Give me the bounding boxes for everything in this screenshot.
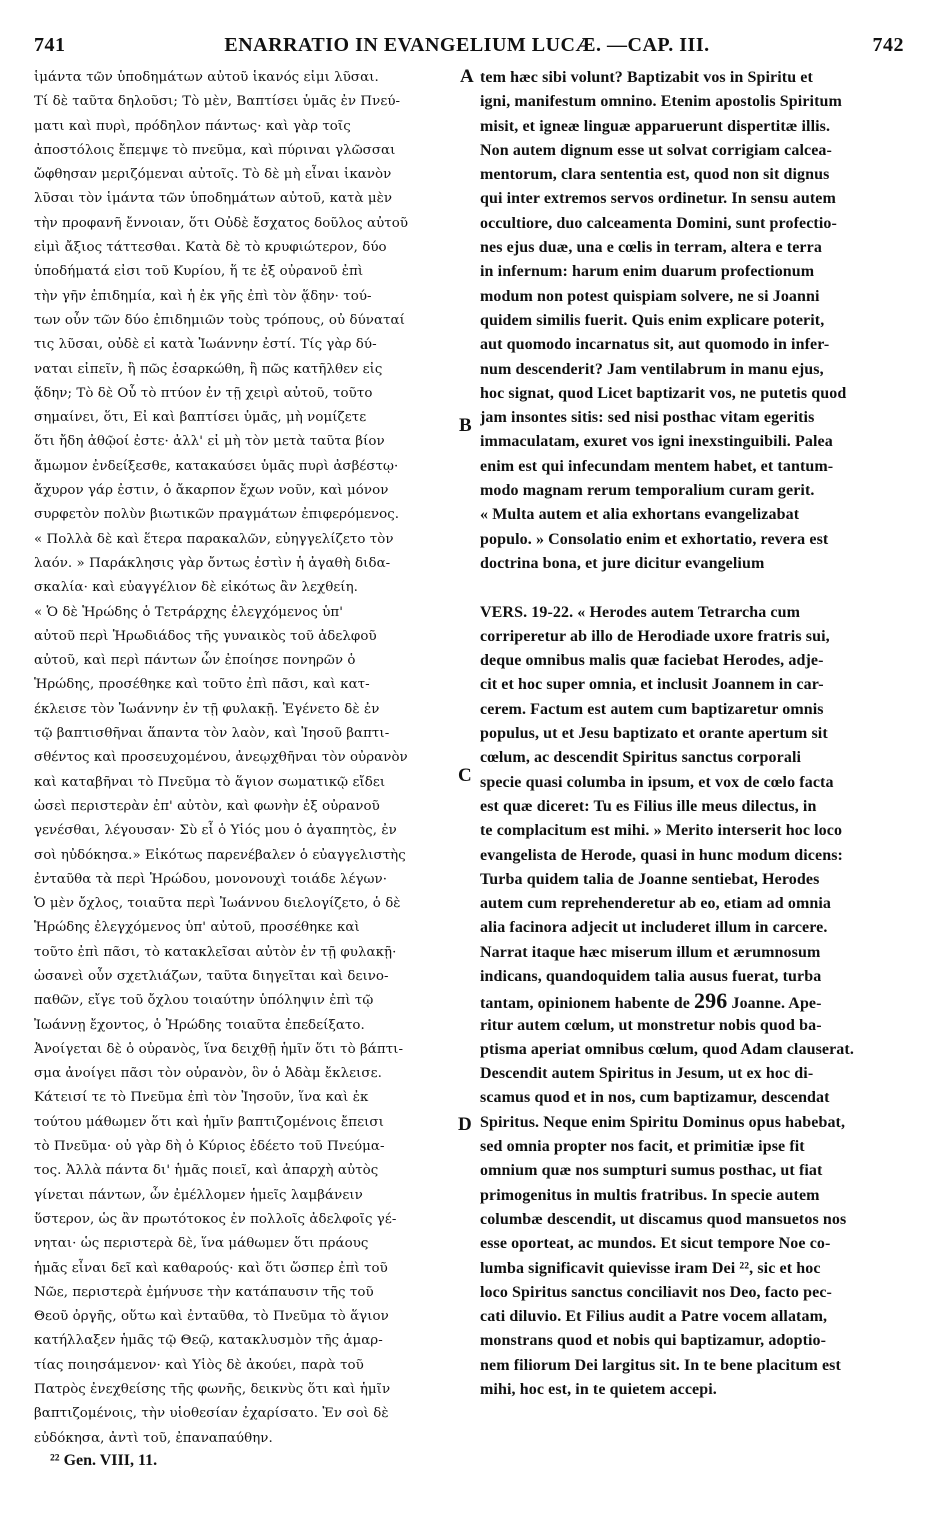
left-page-number: 741 xyxy=(34,34,66,56)
margin-marker-c: C xyxy=(458,765,472,786)
text-line: qui inter extremos servos ordinetur. In sensu autem xyxy=(480,190,836,208)
text-line: σημαίνει, ὅτι, Εἰ καὶ βαπτίσει ὑμᾶς, μὴ νομίζετε xyxy=(34,410,367,426)
text-line: ὡσανεὶ οὖν σχετλιάζων, ταῦτα διηγεῖται καὶ δεινο- xyxy=(34,968,389,984)
latin-text-column xyxy=(480,66,892,1402)
text-line: εὐδόκησα, ἀντὶ τοῦ, ἐπαναπαύθην. xyxy=(34,1430,273,1446)
text-line: alia facinora adjecit ut includeret illum in carcere. xyxy=(480,919,828,937)
text-line: modo magnam rerum temporalium curam gerit. xyxy=(480,482,815,500)
text-line: hoc signat, quod Licet baptizarit vos, ne putetis quod xyxy=(480,384,847,402)
latin-paragraph-2 xyxy=(480,601,892,990)
text-line-with-column-number xyxy=(480,989,892,1013)
text-line: primogenitus in multis fratribus. In specie autem xyxy=(480,1186,820,1204)
text-line: ὕστερον, ὡς ἂν πρωτότοκος ἐν πολλοῖς ἀδελφοῖς γέ- xyxy=(34,1211,397,1227)
text-line: cit et hoc super omnia, et inclusit Joannem in car- xyxy=(480,676,824,694)
text-line: igni, manifestum omnino. Etenim apostolis Spiritum xyxy=(480,93,842,111)
line-text: tantam, opinionem habente de xyxy=(480,995,690,1013)
text-line: columbæ descendit, ut discamus quod mansuetos nos xyxy=(480,1210,847,1228)
text-line: modum non potest quispiam solvere, ne si Joanni xyxy=(480,287,820,305)
text-line: te complacitum est mihi. » Merito interserit hoc loco xyxy=(480,822,843,840)
text-line: εἰμὶ ἄξιος τάττεσθαι. Κατὰ δὲ τὸ κρυφιώτερον, δύο xyxy=(34,240,387,256)
text-line: nem filiorum Dei largitus sit. In te bene placitum est xyxy=(480,1356,841,1374)
line-text: Joanne. Ape- xyxy=(731,995,822,1013)
margin-marker-d: D xyxy=(458,1114,472,1135)
text-line: τὴν γῆν ἐπιδημία, καὶ ἡ ἐκ γῆς ἐπὶ τὸν ᾅδην· τού- xyxy=(34,288,372,304)
text-line: monstrans quod et nobis qui baptizamur, adoptio- xyxy=(480,1332,827,1350)
text-line: σκαλία· καὶ εὐαγγέλιον δὲ εἰκότως ἂν λεχθείη. xyxy=(34,580,358,596)
text-line: τις λῦσαι, οὐδὲ εἰ κατὰ Ἰωάννην ἐστί. Τίς γὰρ δύ- xyxy=(34,337,377,353)
text-line: indicans, quandoquidem talia ausus fuerat, turba xyxy=(480,967,822,985)
text-line: Ἡρώδης, προσέθηκε καὶ τοῦτο ἐπὶ πᾶσι, καὶ κατ- xyxy=(34,677,370,693)
text-line: αὐτοῦ, καὶ περὶ πάντων ὧν ἐποίησε πονηρῶν ὁ xyxy=(34,653,356,669)
text-line: corriperetur ab illo de Herodiade uxore fratris sui, xyxy=(480,627,830,645)
text-line: in infernum: harum enim duarum profectionum xyxy=(480,263,815,281)
text-line: esse oporteat, ac mundos. Et sicut tempore Noe co- xyxy=(480,1235,831,1253)
text-line: occultiore, duo calceamenta Domini, sunt profectio- xyxy=(480,214,837,232)
margin-marker-b: B xyxy=(459,415,472,436)
text-line: immaculatam, exuret vos igni inexstinguibili. Palea xyxy=(480,433,833,451)
text-line: ritur autem cœlum, ut monstretur nobis quod ba- xyxy=(480,1016,822,1034)
text-line: τούτου μάθωμεν ὅτι καὶ ἡμῖν βαπτιζομένοις ἔπεισι xyxy=(34,1114,384,1130)
text-line: γίνεται πάντων, ὧν ἐμέλλομεν ἡμεῖς λαμβάνειν xyxy=(34,1187,363,1203)
text-line: Turba quidem talia de Joanne sentiebat, Herodes xyxy=(480,870,820,888)
text-line: misit, et igneæ linguæ apparuerunt dispertitæ illis. xyxy=(480,117,831,135)
text-line: sed omnia propter nos facit, et primitiæ ipse fit xyxy=(480,1138,805,1156)
text-line: Spiritus. Neque enim Spiritu Dominus opus habebat, xyxy=(480,1113,846,1131)
text-line: των οὖν τῶν δύο ἐπιδημιῶν τοὺς τρόπους, οὐ δύναταί xyxy=(34,312,405,328)
text-line: enim est qui infecundam mentem habet, et tantum- xyxy=(480,457,834,475)
paragraph-gap xyxy=(480,576,892,600)
text-line: autem cum reprehenderetur ab eo, etiam ad omnia xyxy=(480,895,832,913)
text-line: Θεοῦ ὀργῆς, οὕτω καὶ ἐνταῦθα, τὸ Πνεῦμα τὸ ἅγιον xyxy=(34,1309,389,1325)
text-line: Πατρὸς ἐνεχθείσης τῆς φωνῆς, δεικνὺς ὅτι καὶ ἡμῖν xyxy=(34,1382,391,1398)
text-line: λαόν. » Παράκλησις γὰρ ὄντως ἐστὶν ἡ ἀγαθὴ διδα- xyxy=(34,555,391,571)
text-line: έκλεισε τὸν Ἰωάννην ἐν τῇ φυλακῇ. Ἐγένετο δὲ ἐν xyxy=(34,701,380,717)
text-line: ματι καὶ πυρὶ, πρόδηλον πάντως· καὶ γὰρ τοῖς xyxy=(34,118,351,134)
text-line: cati diluvio. Et Filius audit a Patre vocem allatam, xyxy=(480,1308,828,1326)
text-line: mentorum, clara sententia est, quod non sit dignus xyxy=(480,166,830,184)
text-line: Νῶε, περιστερὰ ἐμήνυσε τὴν κατάπαυσιν τῆς τοῦ xyxy=(34,1284,374,1300)
text-line: ἱμάντα τῶν ὑποδημάτων αὐτοῦ ἱκανός εἰμι λῦσαι. xyxy=(34,70,379,85)
latin-paragraph-3 xyxy=(480,1014,892,1403)
text-line: Κάτεισί τε τὸ Πνεῦμα ἐπὶ τὸν Ἰησοῦν, ἵνα καὶ ἐκ xyxy=(34,1090,369,1106)
text-line: aut quomodo incarnatus sit, aut quomodo in infer- xyxy=(480,336,830,354)
text-line: doctrina bona, et jure dicitur evangelium xyxy=(480,554,765,572)
text-line: Ὁ μὲν ὄχλος, τοιαῦτα περὶ Ἰωάννου διελογίζετο, ὁ δὲ xyxy=(34,896,401,912)
text-line: tem hæc sibi volunt? Baptizabit vos in Spiritu et xyxy=(480,69,813,86)
margin-marker-a: A xyxy=(460,66,474,87)
text-line: αὐτοῦ περὶ Ἡρωδιάδος τῆς γυναικὸς τοῦ ἀδελφοῦ xyxy=(34,628,377,644)
text-line: Narrat itaque hæc miserum illum et ærumnosum xyxy=(480,943,821,961)
footnote: ²² Gen. VIII, 11. xyxy=(50,1452,158,1469)
text-line: σοὶ ηὐδόκησα.» Εἰκότως παρενέβαλεν ὁ εὐαγγελιστὴς xyxy=(34,847,406,863)
text-line: populo. » Consolatio enim et exhortatio, revera est xyxy=(480,530,829,548)
text-line: scamus quod et in nos, cum baptizamur, descendat xyxy=(480,1089,830,1107)
text-line: cœlum, ac descendit Spiritus sanctus corporali xyxy=(480,749,802,767)
text-line: specie quasi columba in ipsum, et vox de cœlo facta xyxy=(480,773,834,791)
text-line: τὴν προφανῆ ἔννοιαν, ὅτι Οὐδὲ ἔσχατος δοῦλος αὐτοῦ xyxy=(34,215,409,231)
latin-paragraph-1 xyxy=(480,66,892,576)
text-line: ἄμωμον ἐνδείξεσθε, κατακαύσει ὑμᾶς πυρὶ ἀσβέστῳ· xyxy=(34,458,399,474)
text-line: lumba significavit quievisse iram Dei ²², sic et hoc xyxy=(480,1259,821,1277)
text-line: jam insontes sitis: sed nisi posthac vitam egeritis xyxy=(480,409,815,427)
text-line: νηται· ὡς περιστερὰ δὲ, ἵνα μάθωμεν ὅτι πράους xyxy=(34,1236,369,1252)
text-line: λῦσαι τὸν ἱμάντα τῶν ὑποδημάτων αὐτοῦ, κατὰ μὲν xyxy=(34,191,393,207)
right-page-number: 742 xyxy=(872,34,904,56)
text-line: est quæ diceret: Tu es Filius ille meus dilectus, in xyxy=(480,797,817,815)
text-line: Descendit autem Spiritus in Jesum, ut ex hoc di- xyxy=(480,1065,814,1083)
text-line: γενέσθαι, λέγουσαν· Σὺ εἶ ὁ Υἱός μου ὁ ἀγαπητὸς, ἐν xyxy=(34,823,397,839)
text-line: ἄχυρον γάρ ἐστιν, ὁ ἄκαρπον ἔχων νοῦν, καὶ μόνον xyxy=(34,483,389,499)
text-line: παθῶν, εἴγε τοῦ ὄχλου τοιαύτην ὑπόληψιν ἐπὶ τῷ xyxy=(34,993,374,1009)
column-number: 296 xyxy=(694,989,728,1014)
text-line: ἡμᾶς εἶναι δεῖ καὶ καθαρούς· καὶ ὅτι ὥσπερ ἐπὶ τοῦ xyxy=(34,1260,388,1276)
text-line: num descenderit? Jam ventilabrum in manu ejus, xyxy=(480,360,824,378)
text-line: omnium quæ nos sumpturi sumus posthac, ut fiat xyxy=(480,1162,823,1180)
text-line: ὤφθησαν μεριζόμεναι αὐτοῖς. Τὸ δὲ μὴ εἶναι ἱκανὸν xyxy=(34,167,392,183)
text-line: ἐνταῦθα τὰ περὶ Ἡρώδου, μονονουχὶ τοιάδε λέγων· xyxy=(34,871,387,887)
text-line: Ἀνοίγεται δὲ ὁ οὐρανὸς, ἵνα δειχθῇ ἡμῖν ὅτι τὸ βάπτι- xyxy=(34,1041,404,1057)
text-line: mihi, hoc est, in te quietem accepi. xyxy=(480,1381,717,1399)
text-line: ναται εἰπεῖν, ἢ πῶς ἐσαρκώθη, ἢ πῶς κατῆλθεν εἰς xyxy=(34,361,383,377)
text-line: ὅτι ἤδη ἀθῷοί ἐστε· ἀλλ' εἰ μὴ τὸν μετὰ ταῦτα βίον xyxy=(34,434,385,450)
text-line: loco Spiritus sanctus conciliavit nos Deo, facto pec- xyxy=(480,1283,832,1301)
text-line: τοῦτο ἐπὶ πᾶσι, τὸ κατακλεῖσαι αὐτὸν ἐν τῇ φυλακῇ· xyxy=(34,944,397,960)
text-line: καὶ καταβῆναι τὸ Πνεῦμα τὸ ἅγιον σωματικῷ εἴδει xyxy=(34,774,386,790)
text-line: τὸ Πνεῦμα· οὐ γὰρ δὴ ὁ Κύριος ἐδέετο τοῦ Πνεύμα- xyxy=(34,1139,385,1155)
text-line: evangelista de Herode, quasi in hunc modum dicens: xyxy=(480,846,843,864)
text-line: τος. Ἀλλὰ πάντα δι' ἡμᾶς ποιεῖ, καὶ ἀπαρχὴ αὐτὸς xyxy=(34,1163,379,1179)
text-line: τίας ποιησάμενον· καὶ Υἱὸς δὲ ἀκούει, παρὰ τοῦ xyxy=(34,1357,364,1373)
text-line: Non autem dignum esse ut solvat corrigiam calcea- xyxy=(480,141,832,159)
text-line: « Πολλὰ δὲ καὶ ἕτερα παρακαλῶν, εὐηγγελίζετο τὸν xyxy=(34,531,394,547)
text-line: ptisma aperiat omnibus cœlum, quod Adam clauserat. xyxy=(480,1040,854,1058)
text-line: nes ejus duæ, una e cœlis in terram, altera e terra xyxy=(480,239,822,257)
text-line: σθέντος καὶ προσευχομένου, ἀνεῳχθῆναι τὸν οὐρανὸν xyxy=(34,750,408,766)
text-line: « Ὁ δὲ Ἡρώδης ὁ Τετράρχης ἐλεγχόμενος ὑπ' xyxy=(34,604,343,620)
text-line: συρφετὸν πολὺν βιωτικῶν πραγμάτων ἐπιφερόμενος. xyxy=(34,507,400,523)
text-line: populus, ut et Jesu baptizato et orante apertum sit xyxy=(480,725,828,743)
running-title: ENARRATIO IN EVANGELIUM LUCÆ. —CAP. III. xyxy=(224,34,710,56)
text-line: cerem. Factum est autem cum baptizaretur omnis xyxy=(480,700,824,718)
text-line: Ἡρώδης ἐλεγχόμενος ὑπ' αὐτοῦ, προσέθηκε καὶ xyxy=(34,920,360,936)
text-line: deque omnibus malis quæ faciebat Herodes, adje- xyxy=(480,652,824,670)
text-line: τῷ βαπτισθῆναι ἅπαντα τὸν λαὸν, καὶ Ἰησοῦ βαπτι- xyxy=(34,726,390,742)
greek-text-column xyxy=(34,66,458,1451)
text-line: βαπτιζομένοις, τὴν υἱοθεσίαν ἐχαρίσατο. Ἐν σοὶ δὲ xyxy=(34,1406,389,1422)
text-line: σμα ἀνοίγει πᾶσι τὸν οὐρανὸν, ὃν ὁ Ἀδὰμ ἔκλεισε. xyxy=(34,1066,382,1082)
text-line: ὑποδήματά εἰσι τοῦ Κυρίου, ἥ τε ἐξ οὐρανοῦ ἐπὶ xyxy=(34,264,364,280)
text-line: κατήλλαξεν ἡμᾶς τῷ Θεῷ, κατακλυσμὸν τῆς ἁμαρ- xyxy=(34,1333,383,1349)
text-line: Ἰωάννῃ ἔχοντος, ὁ Ἡρώδης τοιαῦτα ἐπεδείξατο. xyxy=(34,1017,365,1033)
text-line: ᾅδην; Τὸ δὲ Οὗ τὸ πτύον ἐν τῇ χειρὶ αὐτοῦ, τοῦτο xyxy=(34,385,373,401)
text-line: quidem similis fuerit. Quis enim explicare poterit, xyxy=(480,311,825,329)
text-line: Τί δὲ ταῦτα δηλοῦσι; Τὸ μὲν, Βαπτίσει ὑμᾶς ἐν Πνεύ- xyxy=(34,94,401,110)
text-line: « Multa autem et alia exhortans evangelizabat xyxy=(480,506,800,524)
text-line: ἀποστόλοις ἔπεμψε τὸ πνεῦμα, καὶ πύριναι γλῶσσαι xyxy=(34,142,396,158)
text-line: VERS. 19-22. « Herodes autem Tetrarcha cum xyxy=(480,603,801,621)
text-line: ὡσεὶ περιστερὰν ἐπ' αὐτὸν, καὶ φωνὴν ἐξ οὐρανοῦ xyxy=(34,798,380,814)
